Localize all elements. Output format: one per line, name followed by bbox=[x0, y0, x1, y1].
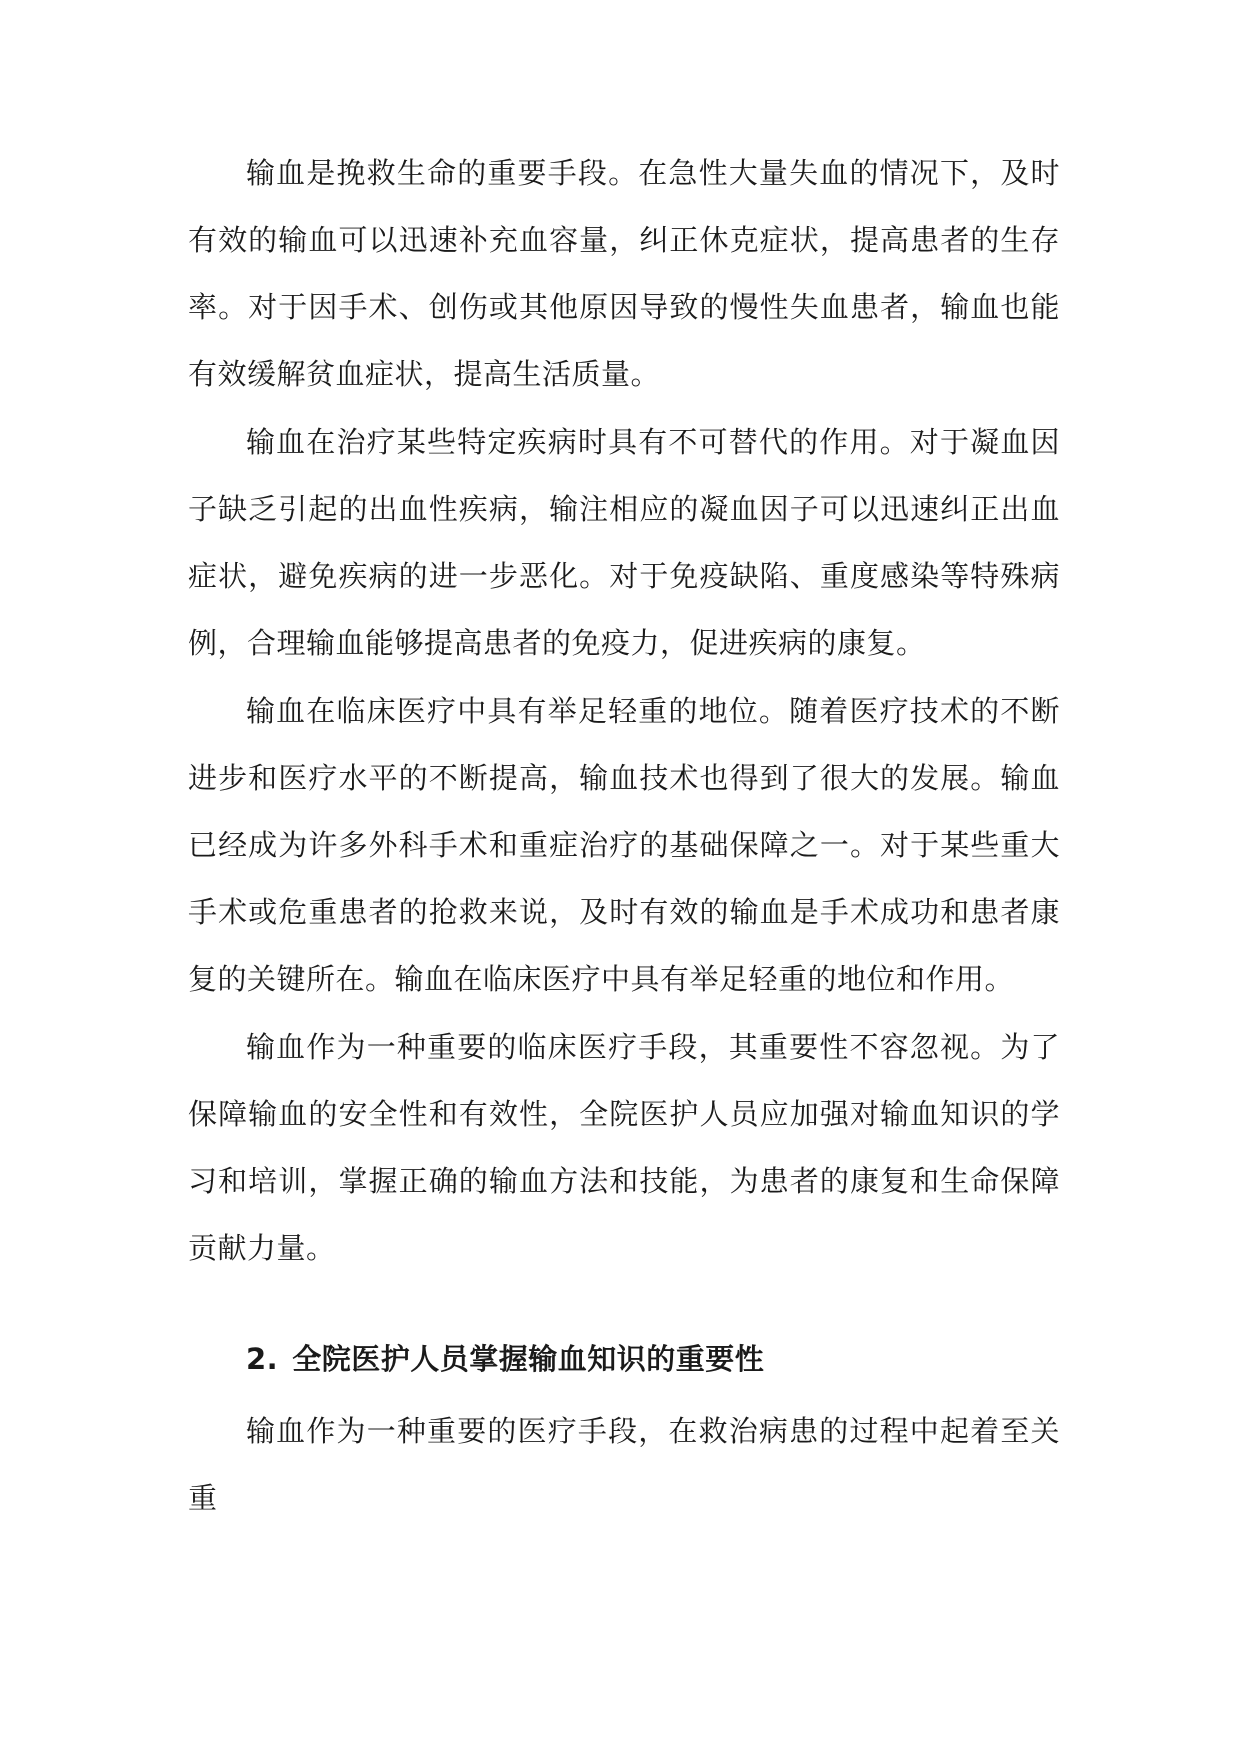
section-number: 2. bbox=[246, 1342, 279, 1376]
document-body bbox=[188, 140, 1060, 1533]
paragraph-3: 输血在临床医疗中具有举足轻重的地位。随着医疗技术的不断进步和医疗水平的不断提高，输血技术也得到了很大的发展。输血已经成为许多外科手术和重症治疗的基础保障之一。对于某些重大手术或危重患者的抢救来说，及时有效的输血是手术成功和患者康复的关键所在。输血在临床医疗中具有举足轻重的地位和作用。 bbox=[188, 694, 1060, 996]
paragraph-2: 输血在治疗某些特定疾病时具有不可替代的作用。对于凝血因子缺乏引起的出血性疾病，输注相应的凝血因子可以迅速纠正出血症状，避免疾病的进一步恶化。对于免疫缺陷、重度感染等特殊病例，合理输血能够提高患者的免疫力，促进疾病的康复。 bbox=[188, 425, 1060, 660]
section-title: 全院医护人员掌握输血知识的重要性 bbox=[292, 1342, 765, 1376]
paragraph-1: 输血是挽救生命的重要手段。在急性大量失血的情况下，及时有效的输血可以迅速补充血容量，纠正休克症状，提高患者的生存率。对于因手术、创伤或其他原因导致的慢性失血患者，输血也能有效缓解贫血症状，提高生活质量。 bbox=[188, 156, 1060, 391]
section-heading bbox=[188, 1326, 1060, 1393]
paragraph-4: 输血作为一种重要的临床医疗手段，其重要性不容忽视。为了保障输血的安全性和有效性，全院医护人员应加强对输血知识的学习和培训，掌握正确的输血方法和技能，为患者的康复和生命保障贡献力量。 bbox=[188, 1030, 1060, 1265]
paragraph-5: 输血作为一种重要的医疗手段，在救治病患的过程中起着至关重 bbox=[188, 1414, 1060, 1515]
